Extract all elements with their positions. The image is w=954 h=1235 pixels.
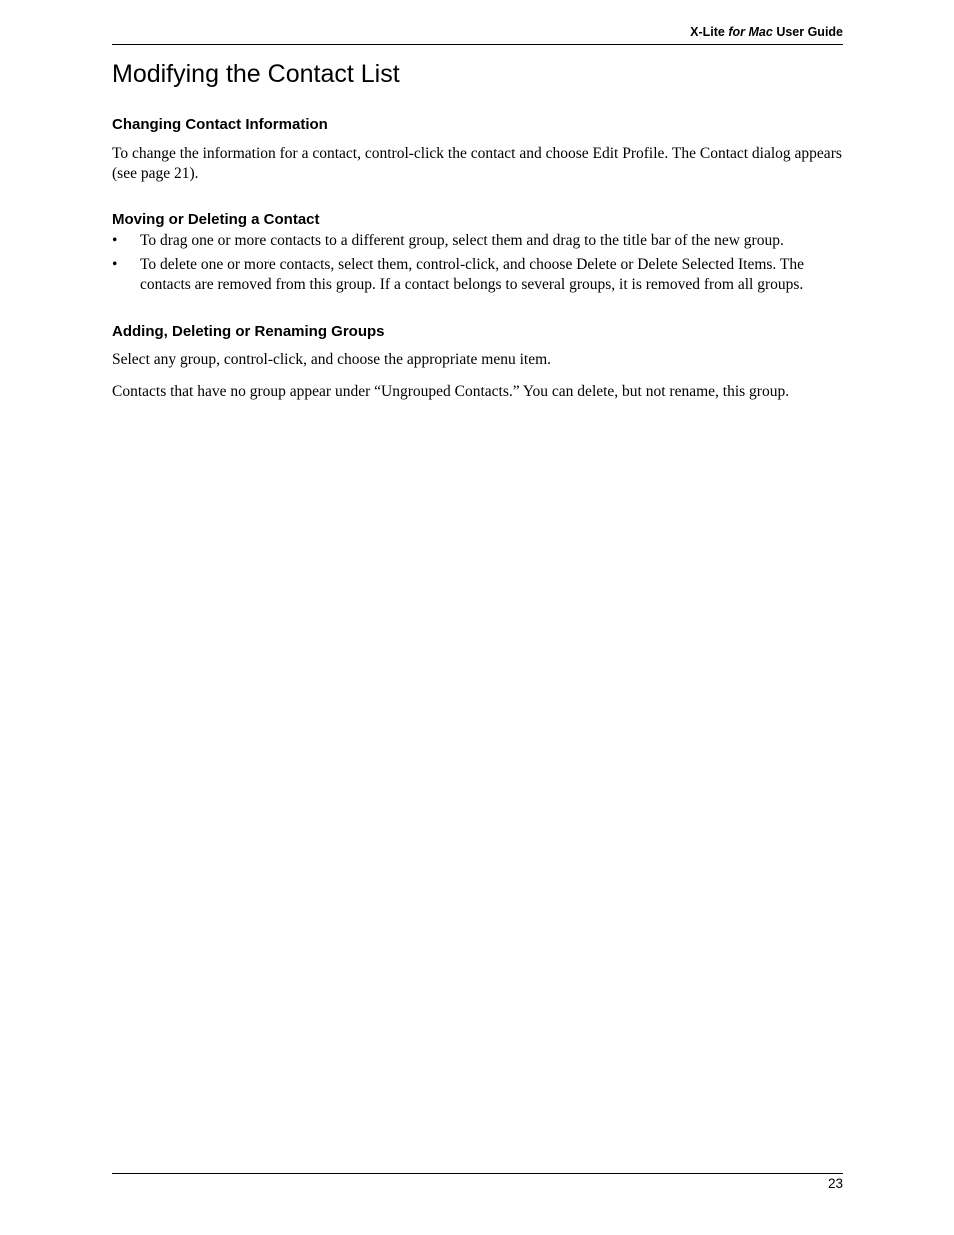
list-item-text: To drag one or more contacts to a different group, select them and drag to the title bar of the new group. xyxy=(140,232,784,249)
running-header xyxy=(112,24,843,40)
section-heading-moving-or-deleting-contact: Moving or Deleting a Contact xyxy=(112,211,320,228)
header-doc-name: User Guide xyxy=(776,25,843,39)
footer-rule xyxy=(112,1173,843,1174)
header-rule xyxy=(112,44,843,45)
list-item-text: To delete one or more contacts, select them, control-click, and choose Delete or Delete Selected Items. The contacts are removed from this group. If a contact belongs to several groups, it is removed from all groups. xyxy=(140,256,805,293)
bullet-icon: • xyxy=(112,256,118,273)
list-item xyxy=(112,231,843,251)
paragraph-changing-contact-information: To change the information for a contact, control-click the contact and choose Edit Profile. The Contact dialog appears (see page 21). xyxy=(112,145,842,182)
list-item xyxy=(112,255,843,295)
paragraph-select-group: Select any group, control-click, and choose the appropriate menu item. xyxy=(112,351,552,368)
header-brand: X-Lite xyxy=(690,25,725,39)
page-title: Modifying the Contact List xyxy=(112,60,400,88)
section-heading-adding-deleting-renaming-groups: Adding, Deleting or Renaming Groups xyxy=(112,323,385,340)
header-brand-qualifier: for Mac xyxy=(728,25,773,39)
paragraph-ungrouped-contacts: Contacts that have no group appear under “Ungrouped Contacts.” You can delete, but not rename, this group. xyxy=(112,383,790,400)
bullet-list-moving-or-deleting xyxy=(112,231,843,299)
section-heading-changing-contact-information: Changing Contact Information xyxy=(112,116,328,133)
bullet-icon: • xyxy=(112,232,118,249)
page-number: 23 xyxy=(827,1176,843,1191)
